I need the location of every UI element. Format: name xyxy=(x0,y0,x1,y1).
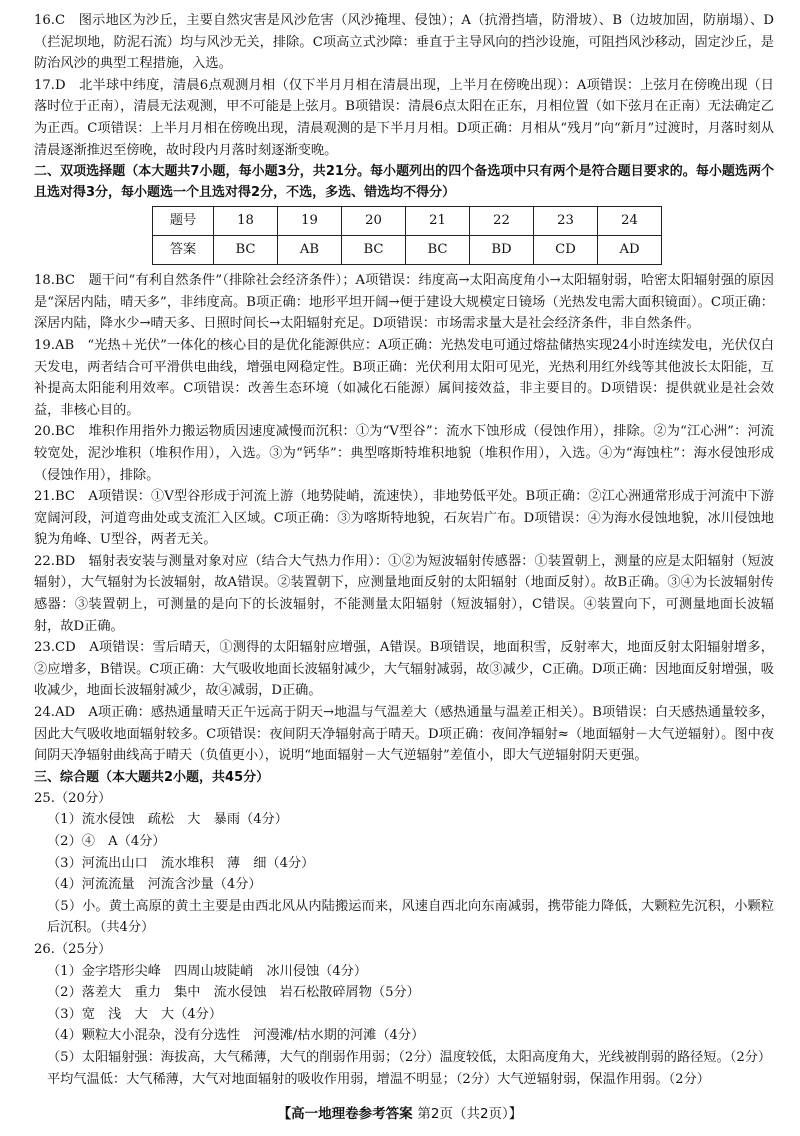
table-cell: BC xyxy=(214,236,278,265)
q25-line: （5）小。黄土高原的黄土主要是由西北风从内陆搬运而来，风速自西北向东南减弱，携带能力降低，大颗粒先沉积，小颗粒后沉积。（共4分） xyxy=(47,898,774,936)
table-cell: BD xyxy=(470,236,534,265)
answer-item-16: 16.C 图示地区为沙丘，主要自然灾害是风沙危害（风沙掩埋、侵蚀）；A（抗滑挡墙，防滑坡）、B（边坡加固，防崩塌）、D（拦泥坝地，防泥石流）均与风沙无关，排除。C项高立式沙障：垂直于主导风向的挡沙设施，可阻挡风沙移动，固定沙丘，是防治风沙的典型工程措施，入选。 xyxy=(34,13,774,72)
table-cell: 22 xyxy=(470,207,534,236)
footer-page-number: 第2页（共2页）】 xyxy=(417,1106,523,1122)
table-cell: 21 xyxy=(406,207,470,236)
table-cell: 19 xyxy=(278,207,342,236)
answer-item-21: 21.BC A项错误：①V型谷形成于河流上游（地势陡峭，流速快），非地势低平处。B项正确：②江心洲通常形成于河流中下游宽阔河段，河道弯曲处或支流汇入区域。C项正确：③为喀斯特地貌，石灰岩广布。D项错误：④为海水侵蚀地貌，冰川侵蚀地貌为角峰、U型谷，两者无关。 xyxy=(34,489,774,548)
q26-line: （5）太阳辐射强：海拔高，大气稀薄，大气的削弱作用弱；（2分）温度较低，太阳高度角大，光线被削弱的路径短。（2分） xyxy=(47,1049,772,1065)
q25-line: （1）流水侵蚀 疏松 大 暴雨（4分） xyxy=(47,812,288,828)
answer-item-23: 23.CD A项错误：雪后晴天，①测得的太阳辐射应增强，A错误。B项错误，地面积雪，反射率大，地面反射太阳辐射增多，②应增多，B错误。C项正确：大气吸收地面长波辐射减少，大气辐射减弱，故③减少，C正确。D项正确：因地面反射增强，吸收减少，地面长波辐射减少，故④减弱，D正确。 xyxy=(34,640,774,699)
answer-table-number-row xyxy=(153,207,662,236)
question-26-heading: 26.（25分） xyxy=(34,941,112,957)
answer-page xyxy=(34,10,774,1090)
q25-line: （3）河流出山口 流水堆积 薄 细（4分） xyxy=(47,855,315,871)
answer-table-answer-row xyxy=(153,236,662,265)
table-cell: CD xyxy=(534,236,598,265)
page-footer xyxy=(0,1102,800,1122)
q26-line: （1）金字塔形尖峰 四周山坡陡峭 冰川侵蚀（4分） xyxy=(47,963,368,979)
answer-item-18: 18.BC 题干问“有利自然条件”（排除社会经济条件）；A项错误：纬度高→太阳高度角小→太阳辐射弱，哈密太阳辐射强的原因是“深居内陆，晴天多”，非纬度高。B项正确：地形平坦开阔→便于建设大规模定日镜场（光热发电需大面积镜面）。C项正确：深居内陆，降水少→晴天多、日照时间长→太阳辐射充足。D项错误：市场需求量大是社会经济条件，非自然条件。 xyxy=(34,273,774,332)
table-cell: BC xyxy=(342,236,406,265)
table-cell: 20 xyxy=(342,207,406,236)
q26-line: （3）宽 浅 大 大（4分） xyxy=(47,1006,223,1022)
q26-line: （4）颗粒大小混杂，没有分选性 河漫滩/枯水期的河滩（4分） xyxy=(47,1028,425,1044)
answer-item-20: 20.BC 堆积作用指外力搬运物质因速度减慢而沉积：①为“V型谷”：流水下蚀形成（侵蚀作用），排除。②为“江心洲”：河流较宽处，泥沙堆积（堆积作用），入选。③为“钙华”：典型喀斯特堆积地貌（堆积作用），入选。④为“海蚀柱”：海水侵蚀形成（侵蚀作用），排除。 xyxy=(34,424,774,483)
q25-line: （2）④ A（4分） xyxy=(47,834,166,849)
question-25-heading: 25.（20分） xyxy=(34,790,112,806)
table-cell: AD xyxy=(598,236,662,265)
table-cell: 18 xyxy=(214,207,278,236)
section-2-heading: 二、双项选择题（本大题共7小题，每小题3分，共21分。每小题列出的四个备选项中只有两个是符合题目要求的。每小题选两个且选对得3分，每小题选一个且选对得2分，不选，多选、错选均不得分） xyxy=(34,164,774,201)
section-3-heading: 三、综合题（本大题共2小题，共45分） xyxy=(34,769,270,785)
footer-title: 【高一地理卷参考答案 xyxy=(277,1106,413,1122)
table-cell: 24 xyxy=(598,207,662,236)
table-label: 答案 xyxy=(153,236,214,265)
table-cell: 23 xyxy=(534,207,598,236)
answer-table xyxy=(152,206,662,265)
table-cell: BC xyxy=(406,236,470,265)
q25-line: （4）河流流量 河流含沙量（4分） xyxy=(47,877,262,893)
answer-item-17: 17.D 北半球中纬度，清晨6点观测月相（仅下半月月相在清晨出现，上半月在傍晚出现）：A项错误：上弦月在傍晚出现（日落时位于正南），清晨无法观测，甲不可能是上弦月。B项错误：清晨6点太阳在正东，月相位置（如下弦月在正南）无法确定乙为正西。C项错误：上半月月相在傍晚出现，清晨观测的是下半月月相。D项正确：月相从“残月”向“新月”过渡时，月落时刻从清晨逐渐推迟至傍晚，故时段内月落时刻逐渐变晚。 xyxy=(34,77,774,158)
q26-line: （2）落差大 重力 集中 流水侵蚀 岩石松散碎屑物（5分） xyxy=(47,985,420,1001)
answer-item-24: 24.AD A项正确：感热通量晴天正午远高于阴天→地温与气温差大（感热通量与温差正相关）。B项错误：白天感热通量较多，因此大气吸收地面辐射较多。C项错误：夜间阴天净辐射高于晴天。D项正确：夜间净辐射≈（地面辐射－大气逆辐射）。图中夜间阴天净辐射曲线高于晴天（负值更小），说明“地面辐射－大气逆辐射”差值小，即大气逆辐射阴天更强。 xyxy=(34,705,774,764)
q26-extra-line: 平均气温低：大气稀薄，大气对地面辐射的吸收作用弱，增温不明显；（2分）大气逆辐射弱，保温作用弱。（2分） xyxy=(47,1071,710,1087)
answer-item-22: 22.BD 辐射表安装与测量对象对应（结合大气热力作用）：①②为短波辐射传感器：①装置朝上，测量的应是太阳辐射（短波辐射），大气辐射为长波辐射，故A错误。②装置朝下，应测量地面反射的太阳辐射（地面反射）。故B正确。③④为长波辐射传感器：③装置朝上，可测量的是向下的长波辐射，不能测量太阳辐射（短波辐射），C错误。④装置向下，可测量地面长波辐射，故D正确。 xyxy=(34,553,774,634)
answer-item-19: 19.AB “光热＋光伏”一体化的核心目的是优化能源供应：A项正确：光热发电可通过熔盐储热实现24小时连续发电，光伏仅白天发电，两者结合可平滑供电曲线，增强电网稳定性。B项正确：光伏利用太阳可见光，光热利用红外线等其他波长太阳能，互补提高太阳能利用效率。C项错误：改善生态环境（如减化石能源）属间接效益，非主要目的。D项错误：提供就业是社会效益，非核心目的。 xyxy=(34,337,774,418)
table-label: 题号 xyxy=(153,207,214,236)
table-cell: AB xyxy=(278,236,342,265)
